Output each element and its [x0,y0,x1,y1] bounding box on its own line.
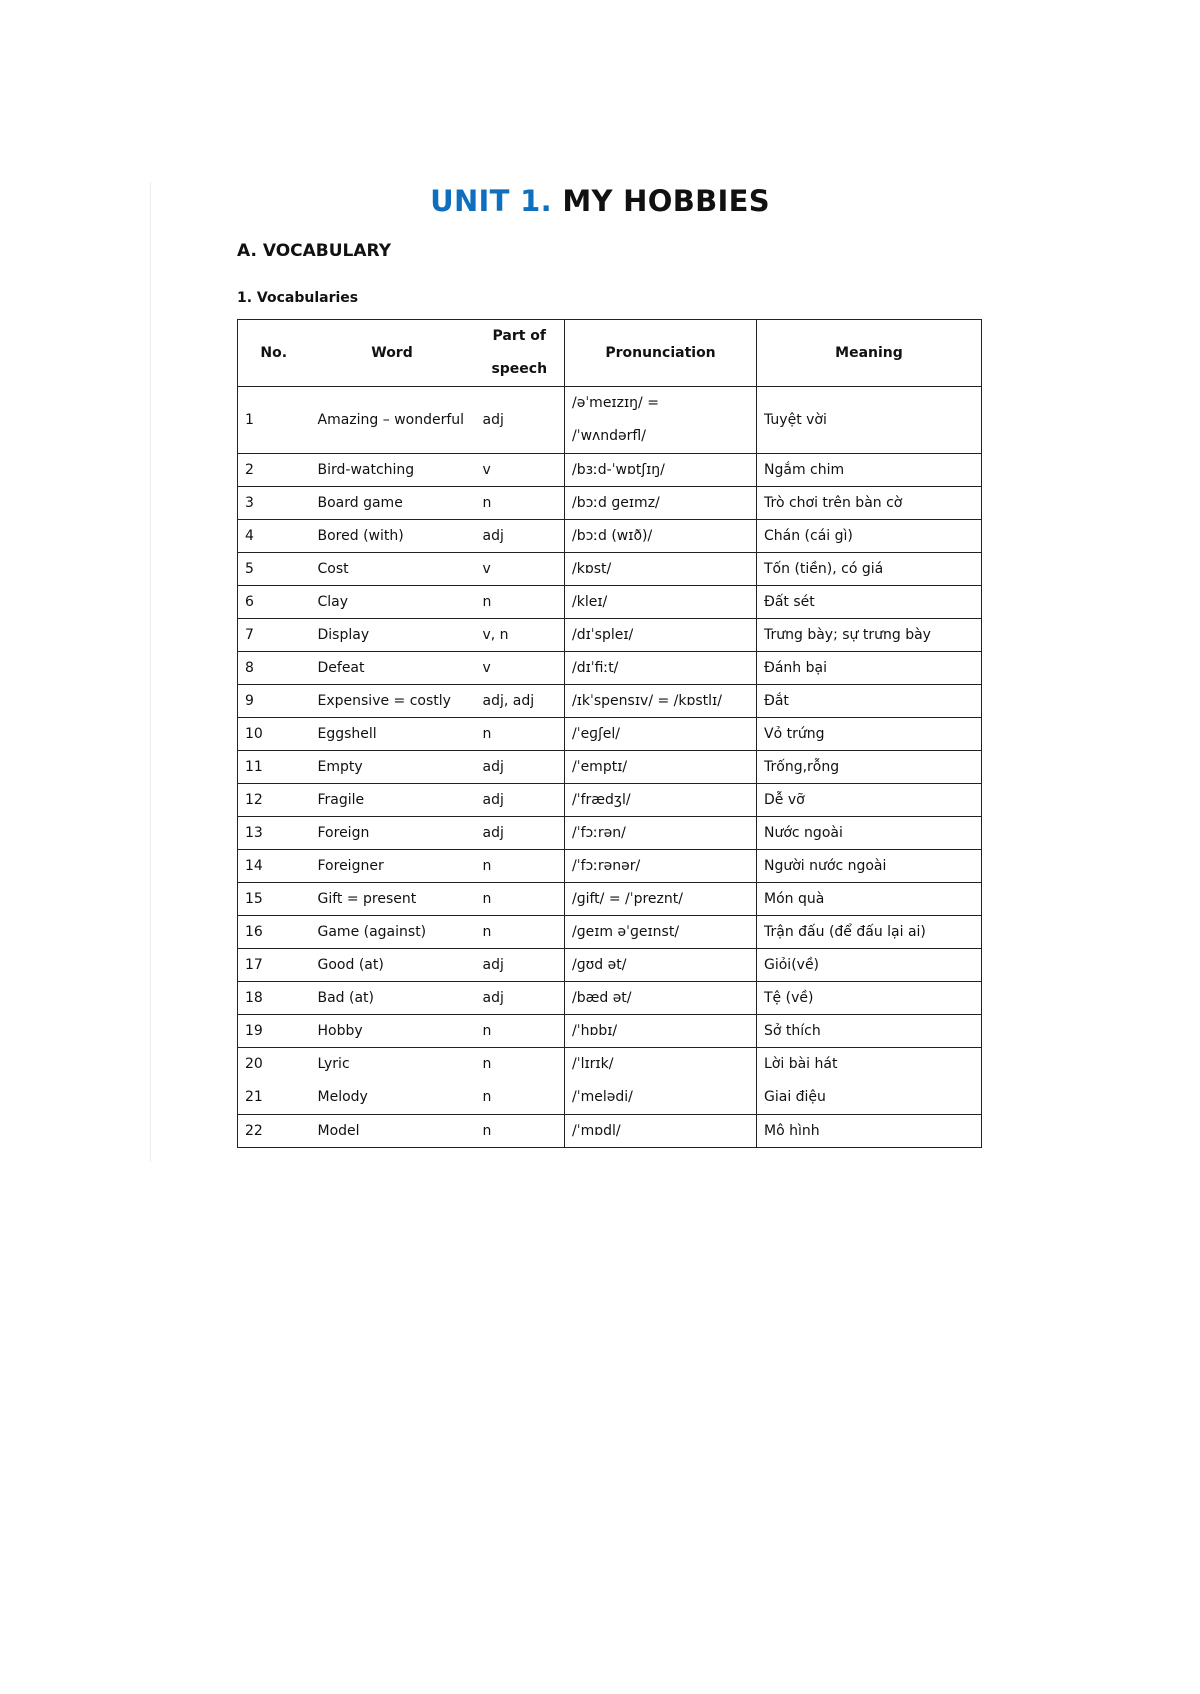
cell-pos: n [475,916,565,949]
cell-word: Bird-watching [310,454,475,487]
cell-pron-b: /ˈmelədi/ [572,1089,633,1105]
cell-word: Bored (with) [310,520,475,553]
cell-pronunciation: /kleɪ/ [565,586,757,619]
cell-pronunciation: /ˈemptɪ/ [565,751,757,784]
cell-meaning: Người nước ngoài [757,850,982,883]
table-row [238,553,982,586]
cell-word: Game (against) [310,916,475,949]
cell-pronunciation [565,1048,757,1115]
cell-word: Expensive = costly [310,685,475,718]
cell-pos: n [475,850,565,883]
table-row [238,387,982,454]
cell-pos: n [475,1015,565,1048]
vocabulary-table [237,319,982,1148]
cell-word: Good (at) [310,949,475,982]
cell-pos: v [475,652,565,685]
cell-pos [475,1048,565,1115]
cell-pos: adj [475,387,565,454]
pron-part-a: /əˈmeɪzɪŋ/ [572,395,643,411]
table-row [238,949,982,982]
cell-pronunciation: /ˈfɔːrənər/ [565,850,757,883]
cell-pos: adj [475,817,565,850]
cell-no: 14 [238,850,310,883]
table-row [238,718,982,751]
cell-pos: v [475,454,565,487]
table-row [238,817,982,850]
table-row [238,454,982,487]
cell-pronunciation [565,387,757,454]
cell-pos: n [475,883,565,916]
cell-no: 4 [238,520,310,553]
cell-word: Foreigner [310,850,475,883]
cell-no [238,1048,310,1115]
section-heading: A. VOCABULARY [237,241,392,261]
cell-word: Gift = present [310,883,475,916]
cell-word: Clay [310,586,475,619]
table-row [238,1115,982,1148]
cell-pron-a: /ˈlɪrɪk/ [572,1056,614,1072]
cell-no: 3 [238,487,310,520]
cell-pos-b: n [482,1089,492,1105]
table-row [238,883,982,916]
cell-pos: adj [475,784,565,817]
cell-word-b: Melody [317,1089,368,1105]
cell-pronunciation: /ɡift/ = /ˈpreznt/ [565,883,757,916]
cell-pos: n [475,1115,565,1148]
cell-meaning: Trận đấu (để đấu lại ai) [757,916,982,949]
cell-meaning: Nước ngoài [757,817,982,850]
table-row [238,586,982,619]
cell-pos: adj [475,751,565,784]
cell-meaning: Đất sét [757,586,982,619]
cell-no: 9 [238,685,310,718]
cell-meaning: Trò chơi trên bàn cờ [757,487,982,520]
table-row [238,784,982,817]
cell-no: 19 [238,1015,310,1048]
cell-no: 11 [238,751,310,784]
page-title [0,184,1200,218]
cell-pronunciation: /dɪˈspleɪ/ [565,619,757,652]
table-row [238,487,982,520]
cell-pronunciation: /ˈhɒbɪ/ [565,1015,757,1048]
cell-no: 1 [238,387,310,454]
pron-line-1 [572,387,749,420]
cell-no: 10 [238,718,310,751]
cell-pos-a: n [482,1056,492,1072]
cell-word: Hobby [310,1015,475,1048]
cell-meaning: Sở thích [757,1015,982,1048]
cell-pos: adj, adj [475,685,565,718]
cell-word: Board game [310,487,475,520]
cell-no-b: 21 [245,1089,263,1105]
cell-no: 6 [238,586,310,619]
cell-pos: v [475,553,565,586]
cell-meaning [757,1048,982,1115]
cell-pos: n [475,487,565,520]
cell-pronunciation: /ˈfɔːrən/ [565,817,757,850]
cell-meaning: Đánh bại [757,652,982,685]
cell-no: 16 [238,916,310,949]
cell-pronunciation: /ɪkˈspensɪv/ = /kɒstlɪ/ [565,685,757,718]
cell-no: 22 [238,1115,310,1148]
cell-meaning: Trưng bày; sự trưng bày [757,619,982,652]
title-unit: UNIT 1. [430,184,552,218]
header-word: Word [310,320,475,387]
cell-word: Empty [310,751,475,784]
table-row [238,850,982,883]
cell-pos: adj [475,949,565,982]
cell-no: 15 [238,883,310,916]
cell-meaning: Tệ (về) [757,982,982,1015]
page-margin-line [150,182,151,1162]
cell-meaning: Ngắm chim [757,454,982,487]
table-row-merged [238,1048,982,1115]
table-row [238,751,982,784]
pron-equals: = [647,395,659,411]
header-pos-line1: Part of [492,328,546,344]
cell-no: 13 [238,817,310,850]
cell-meaning: Vỏ trứng [757,718,982,751]
cell-no: 2 [238,454,310,487]
cell-pronunciation: /ˈmɒdl/ [565,1115,757,1148]
cell-no-a: 20 [245,1056,263,1072]
cell-meaning: Tốn (tiền), có giá [757,553,982,586]
cell-pronunciation: /dɪˈfiːt/ [565,652,757,685]
cell-no: 18 [238,982,310,1015]
cell-pronunciation: /kɒst/ [565,553,757,586]
cell-meaning: Giỏi(về) [757,949,982,982]
table-row [238,619,982,652]
cell-word: Cost [310,553,475,586]
pron-part-b: /ˈwʌndərfl/ [572,428,646,444]
table-header-row [238,320,982,387]
table-row [238,916,982,949]
header-meaning: Meaning [757,320,982,387]
table-row [238,1015,982,1048]
cell-pronunciation: /bɜːd-ˈwɒtʃɪŋ/ [565,454,757,487]
title-topic: MY HOBBIES [562,184,770,218]
cell-no: 7 [238,619,310,652]
cell-meaning: Trống,rỗng [757,751,982,784]
header-pos-line2: speech [491,361,548,377]
table-row [238,520,982,553]
table-row [238,685,982,718]
cell-word: Bad (at) [310,982,475,1015]
cell-meaning: Tuyệt vời [757,387,982,454]
cell-pos: n [475,586,565,619]
cell-word: Fragile [310,784,475,817]
cell-pos: n [475,718,565,751]
cell-no: 12 [238,784,310,817]
cell-pronunciation: /ˈeɡʃel/ [565,718,757,751]
table-row [238,982,982,1015]
cell-word: Foreign [310,817,475,850]
cell-meaning: Đắt [757,685,982,718]
cell-word-a: Lyric [317,1056,350,1072]
cell-pronunciation: /bæd ət/ [565,982,757,1015]
cell-pos: adj [475,520,565,553]
cell-meaning: Món quà [757,883,982,916]
cell-meaning: Chán (cái gì) [757,520,982,553]
cell-pronunciation: /bɔːd (wɪð)/ [565,520,757,553]
cell-pronunciation: /ɡeɪm əˈɡeɪnst/ [565,916,757,949]
cell-word: Display [310,619,475,652]
cell-pos: v, n [475,619,565,652]
table-row [238,652,982,685]
cell-meaning: Mô hình [757,1115,982,1148]
cell-meaning-a: Lời bài hát [764,1056,838,1072]
cell-no: 8 [238,652,310,685]
cell-pronunciation: /bɔːd ɡeɪmz/ [565,487,757,520]
cell-word: Amazing – wonderful [310,387,475,454]
cell-meaning: Dễ vỡ [757,784,982,817]
cell-pronunciation: /ɡʊd ət/ [565,949,757,982]
cell-word: Eggshell [310,718,475,751]
cell-pronunciation: /ˈfrædʒl/ [565,784,757,817]
cell-meaning-b: Giai điệu [764,1089,826,1105]
header-no: No. [238,320,310,387]
header-part-of-speech [475,320,565,387]
cell-no: 5 [238,553,310,586]
header-pronunciation: Pronunciation [565,320,757,387]
cell-word: Defeat [310,652,475,685]
cell-word [310,1048,475,1115]
cell-no: 17 [238,949,310,982]
cell-pos: adj [475,982,565,1015]
sub-heading: 1. Vocabularies [237,290,359,306]
cell-word: Model [310,1115,475,1148]
